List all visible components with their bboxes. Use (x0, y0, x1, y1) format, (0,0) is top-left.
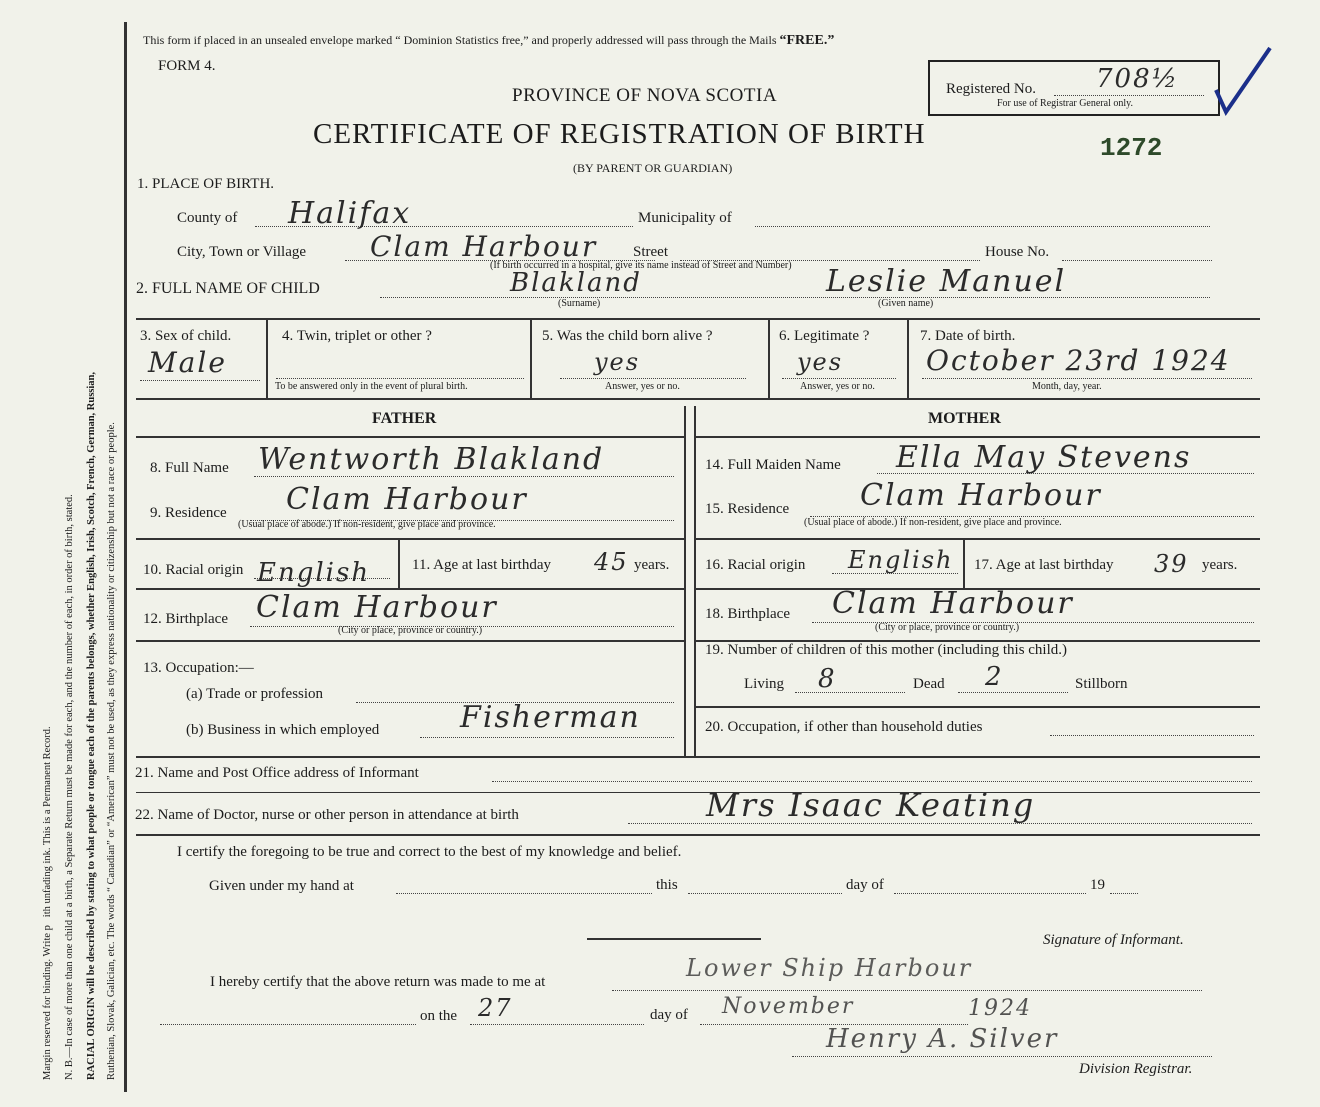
legitimate-value: yes (797, 348, 844, 376)
sex-value: Male (148, 346, 227, 379)
city-label: City, Town or Village (177, 244, 307, 260)
father-years-label: years. (634, 557, 670, 573)
certify-text: I certify the foregoing to be true and correct to the best of my knowledge and belief. (177, 844, 682, 860)
mother-race-label: 16. Racial origin (705, 557, 806, 573)
division-registrar-label: Division Registrar. (1079, 1061, 1193, 1077)
margin-note-racial-origin: RACIAL ORIGIN will be described by stating to what people or tongue each of the parents belongs, whether English, Irish, Scotch, French, German, Russian, (86, 371, 97, 1080)
mother-age: 39 (1154, 550, 1189, 578)
doctor-value: Mrs Isaac Keating (706, 786, 1036, 824)
informant-signature-label: Signature of Informant. (1043, 932, 1184, 948)
city-value: Clam Harbour (370, 230, 598, 263)
father-name: Wentworth Blakland (258, 442, 605, 477)
check-mark-icon (1208, 40, 1278, 120)
mother-heading: MOTHER (928, 410, 1001, 427)
given-at-label: Given under my hand at (209, 878, 354, 894)
father-residence: Clam Harbour (286, 482, 528, 517)
father-name-label: 8. Full Name (150, 460, 229, 476)
registration-day: 27 (478, 994, 513, 1022)
dob-label: 7. Date of birth. (920, 328, 1016, 344)
municipality-label: Municipality of (638, 210, 732, 226)
place-of-birth-heading: 1. PLACE OF BIRTH. (137, 176, 275, 192)
form-left-border (124, 22, 127, 1092)
province-heading: PROVINCE OF NOVA SCOTIA (512, 85, 778, 106)
certificate-number: 1272 (1100, 133, 1163, 163)
legitimate-note: Answer, yes or no. (800, 381, 875, 392)
dead-label: Dead (913, 676, 945, 692)
mother-name-label: 14. Full Maiden Name (705, 457, 841, 473)
given-name-note: (Given name) (878, 298, 934, 309)
children-count-label: 19. Number of children of this mother (including this child.) (705, 642, 1068, 658)
registered-value: 708½ (1096, 64, 1179, 94)
mother-birthplace-label: 18. Birthplace (705, 606, 790, 622)
surname-note: (Surname) (558, 298, 601, 309)
street-label: Street (633, 244, 668, 260)
living-value: 8 (818, 664, 837, 694)
mother-residence-note: (Usual place of abode.) If non-resident, give place and province. (804, 517, 1062, 528)
mother-occupation-label: 20. Occupation, if other than household duties (705, 719, 983, 735)
father-race-label: 10. Racial origin (143, 562, 244, 578)
certificate-subtitle: (BY PARENT OR GUARDIAN) (573, 161, 733, 175)
stillborn-label: Stillborn (1075, 676, 1128, 692)
margin-note-multiple-births: N. B.—In case of more than one child at a birth, a Separate Return must be made for each, and the number of each, in order of birth, stated. (64, 494, 75, 1080)
father-business: Fisherman (460, 700, 641, 735)
registrar-signature: Henry A. Silver (826, 1024, 1059, 1054)
registration-month: November (722, 994, 855, 1019)
mother-birthplace: Clam Harbour (832, 586, 1074, 621)
twin-label: 4. Twin, triplet or other ? (282, 328, 432, 344)
alive-value: yes (594, 348, 641, 376)
registered-label: Registered No. (946, 81, 1036, 97)
alive-label: 5. Was the child born alive ? (542, 328, 713, 344)
mother-name: Ella May Stevens (896, 440, 1192, 475)
father-residence-label: 9. Residence (150, 505, 227, 521)
child-name-label: 2. FULL NAME OF CHILD (136, 280, 320, 297)
father-birthplace-note: (City or place, province or country.) (338, 625, 483, 636)
father-race: English (257, 558, 371, 588)
hereby-label: I hereby certify that the above return was made to me at (210, 974, 546, 990)
on-the-label: on the (420, 1008, 458, 1024)
certificate-title: CERTIFICATE OF REGISTRATION OF BIRTH (313, 118, 926, 150)
father-age: 45 (594, 548, 629, 576)
margin-note-binding: Margin reserved for binding. Write p ith unfading ink. This is a Permanent Record. (42, 726, 53, 1080)
dead-value: 2 (985, 662, 1004, 692)
twin-note: To be answered only in the event of plural birth. (275, 381, 468, 392)
dob-value: October 23rd 1924 (926, 344, 1231, 377)
business-label: (b) Business in which employed (186, 722, 380, 738)
registration-place: Lower Ship Harbour (686, 954, 973, 982)
year-label: 19 (1090, 877, 1105, 893)
mother-birthplace-note: (City or place, province or country.) (875, 622, 1020, 633)
mother-residence: Clam Harbour (860, 478, 1102, 513)
sex-label: 3. Sex of child. (140, 328, 232, 344)
county-label: County of (177, 210, 238, 226)
father-age-label: 11. Age at last birthday (412, 557, 551, 573)
trade-label: (a) Trade or profession (186, 686, 324, 702)
margin-note-racial-origin-2: Ruthenian, Slovak, Galician, etc. The words “ Canadian” or “American” must not be used, as they express nationality or citizenship but not a race or people. (106, 422, 117, 1080)
registered-note: For use of Registrar General only. (997, 98, 1133, 109)
legitimate-label: 6. Legitimate ? (779, 328, 870, 344)
father-birthplace: Clam Harbour (256, 590, 498, 625)
alive-note: Answer, yes or no. (605, 381, 680, 392)
mother-residence-label: 15. Residence (705, 501, 790, 517)
postal-notice: This form if placed in an unsealed envelope marked “ Dominion Statistics free,” and properly addressed will pass through the Mails “FREE.” (143, 33, 835, 48)
father-birthplace-label: 12. Birthplace (143, 611, 228, 627)
day-of-label: day of (846, 877, 884, 893)
father-heading: FATHER (372, 410, 437, 427)
form-number: FORM 4. (158, 58, 216, 74)
hospital-note: (If birth occurred in a hospital, give its name instead of Street and Number) (490, 260, 792, 271)
mother-years-label: years. (1202, 557, 1238, 573)
dob-note: Month, day, year. (1032, 381, 1102, 392)
mother-race: English (848, 546, 954, 574)
this-label: this (656, 877, 678, 893)
registration-year: 1924 (968, 996, 1032, 1021)
child-given-name: Leslie Manuel (826, 264, 1067, 299)
living-label: Living (744, 676, 784, 692)
mother-age-label: 17. Age at last birthday (974, 557, 1114, 573)
doctor-label: 22. Name of Doctor, nurse or other person in attendance at birth (135, 807, 519, 823)
informant-label: 21. Name and Post Office address of Informant (135, 765, 419, 781)
county-value: Halifax (288, 196, 412, 231)
house-label: House No. (985, 244, 1050, 260)
child-surname: Blakland (510, 268, 642, 298)
day-of-label-2: day of (650, 1007, 688, 1023)
occupation-label: 13. Occupation:— (143, 660, 254, 676)
father-residence-note: (Usual place of abode.) If non-resident, give place and province. (238, 519, 496, 530)
